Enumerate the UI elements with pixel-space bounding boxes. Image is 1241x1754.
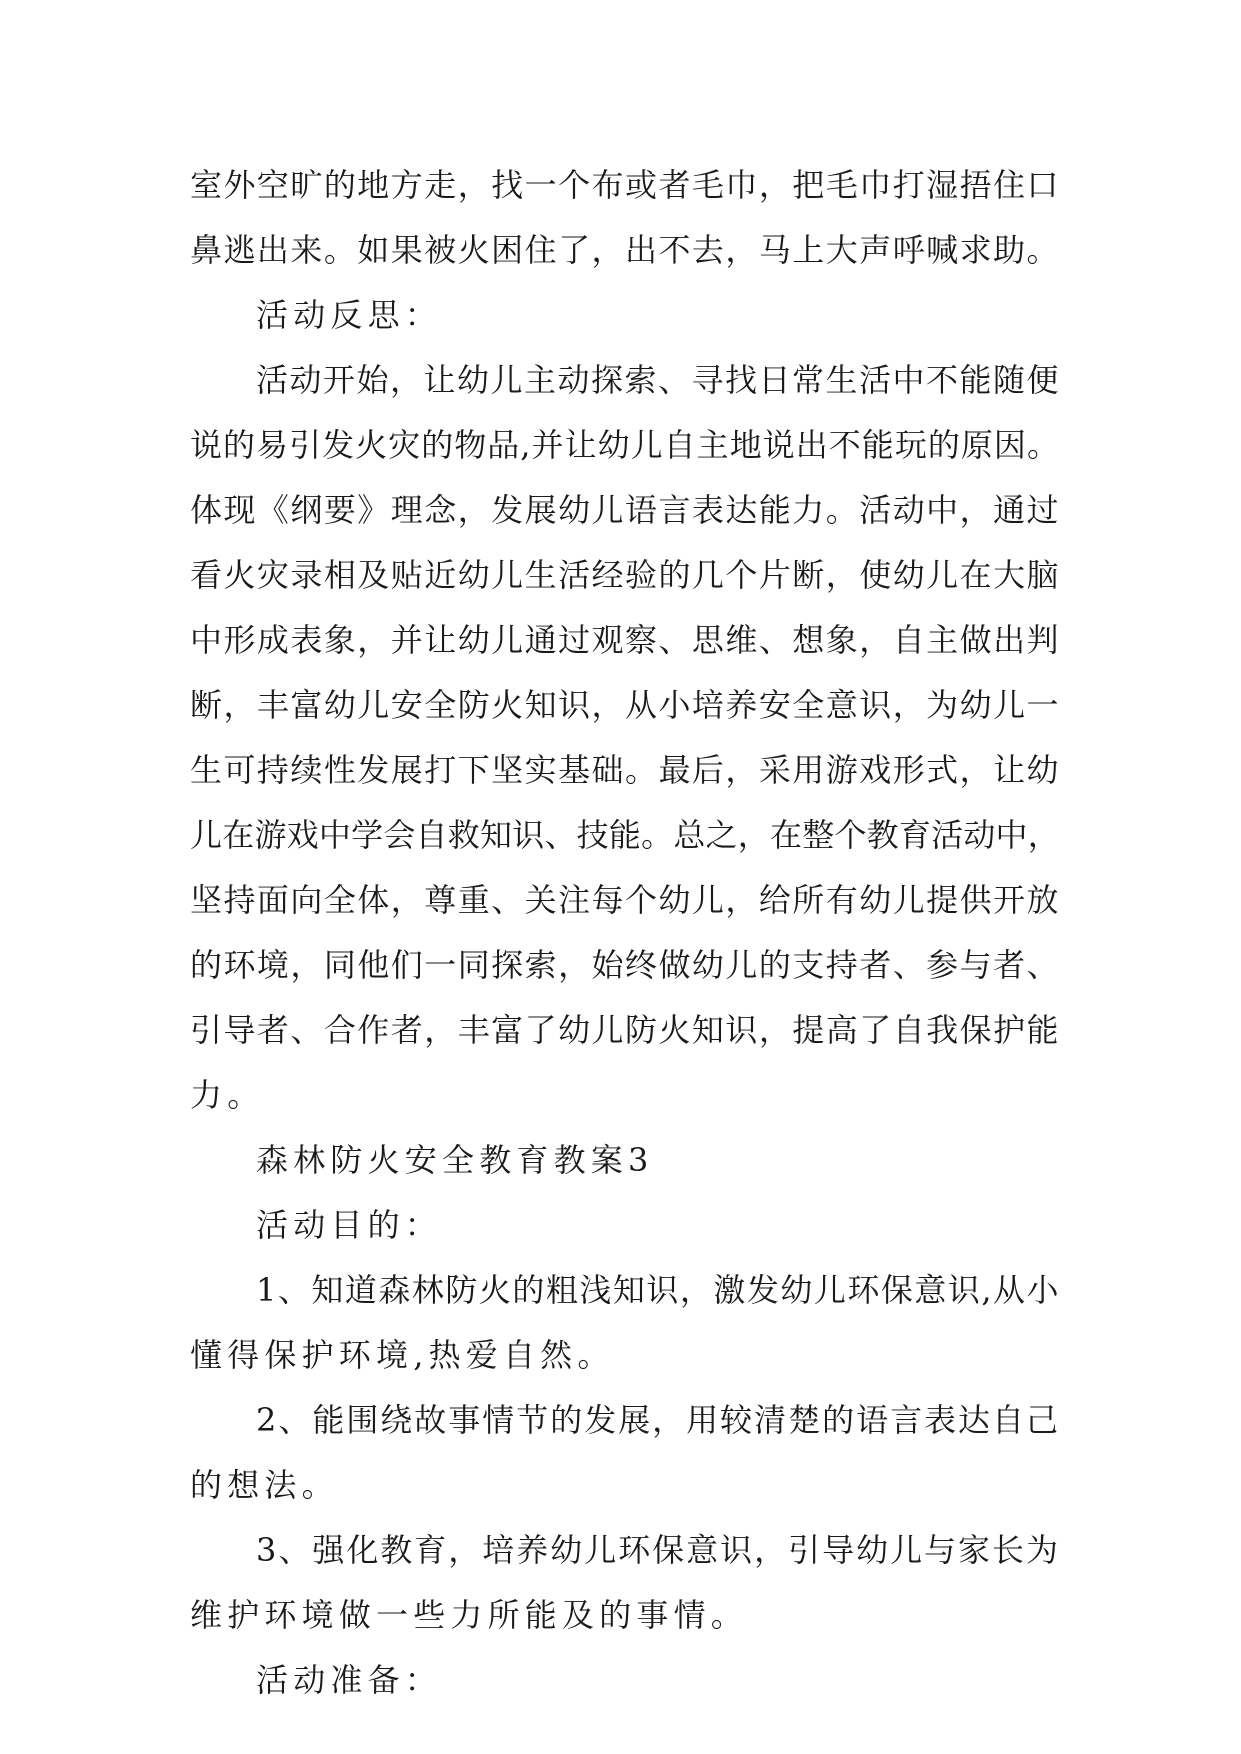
text-line-13: 的环境，同他们一同探索，始终做幼儿的支持者、参与者、 xyxy=(190,946,1060,984)
text-line-15: 力。 xyxy=(190,1076,265,1114)
lesson-plan-title: 森林防火安全教育教案3 xyxy=(256,1141,654,1179)
text-line-9: 断，丰富幼儿安全防火知识，从小培养安全意识，为幼儿一 xyxy=(190,686,1060,724)
section-heading-objectives: 活动目的： xyxy=(256,1206,443,1244)
text-line-2: 鼻逃出来。如果被火困住了，出不去，马上大声呼喊求助。 xyxy=(190,231,1060,269)
objective-2-line-1: 2、能围绕故事情节的发展，用较清楚的语言表达自己 xyxy=(256,1401,1060,1439)
objective-3-line-2: 维护环境做一些力所能及的事情。 xyxy=(190,1596,749,1634)
text-line-6: 体现《纲要》理念，发展幼儿语言表达能力。活动中，通过 xyxy=(190,491,1060,529)
text-line-10: 生可持续性发展打下坚实基础。最后，采用游戏形式，让幼 xyxy=(190,751,1060,789)
objective-2-line-2: 的想法。 xyxy=(190,1466,339,1504)
text-line-8: 中形成表象，并让幼儿通过观察、思维、想象，自主做出判 xyxy=(190,621,1060,659)
text-line-11: 儿在游戏中学会自救知识、技能。总之，在整个教育活动中， xyxy=(190,816,1060,854)
section-heading-preparation: 活动准备： xyxy=(256,1661,443,1699)
text-line-12: 坚持面向全体，尊重、关注每个幼儿，给所有幼儿提供开放 xyxy=(190,881,1060,919)
objective-1-line-2: 懂得保护环境,热爱自然。 xyxy=(190,1336,615,1374)
objective-1-line-1: 1、知道森林防火的粗浅知识，激发幼儿环保意识,从小 xyxy=(256,1271,1060,1309)
document-body xyxy=(190,153,1060,1713)
text-line-14: 引导者、合作者，丰富了幼儿防火知识，提高了自我保护能 xyxy=(190,1011,1060,1049)
objective-3-line-1: 3、强化教育，培养幼儿环保意识，引导幼儿与家长为 xyxy=(256,1531,1060,1569)
section-heading-reflection: 活动反思： xyxy=(256,296,443,334)
text-line-4: 活动开始，让幼儿主动探索、寻找日常生活中不能随便 xyxy=(256,361,1060,399)
text-line-1: 室外空旷的地方走，找一个布或者毛巾，把毛巾打湿捂住口 xyxy=(190,166,1060,204)
text-line-7: 看火灾录相及贴近幼儿生活经验的几个片断，使幼儿在大脑 xyxy=(190,556,1060,594)
text-line-5: 说的易引发火灾的物品,并让幼儿自主地说出不能玩的原因。 xyxy=(190,426,1060,464)
